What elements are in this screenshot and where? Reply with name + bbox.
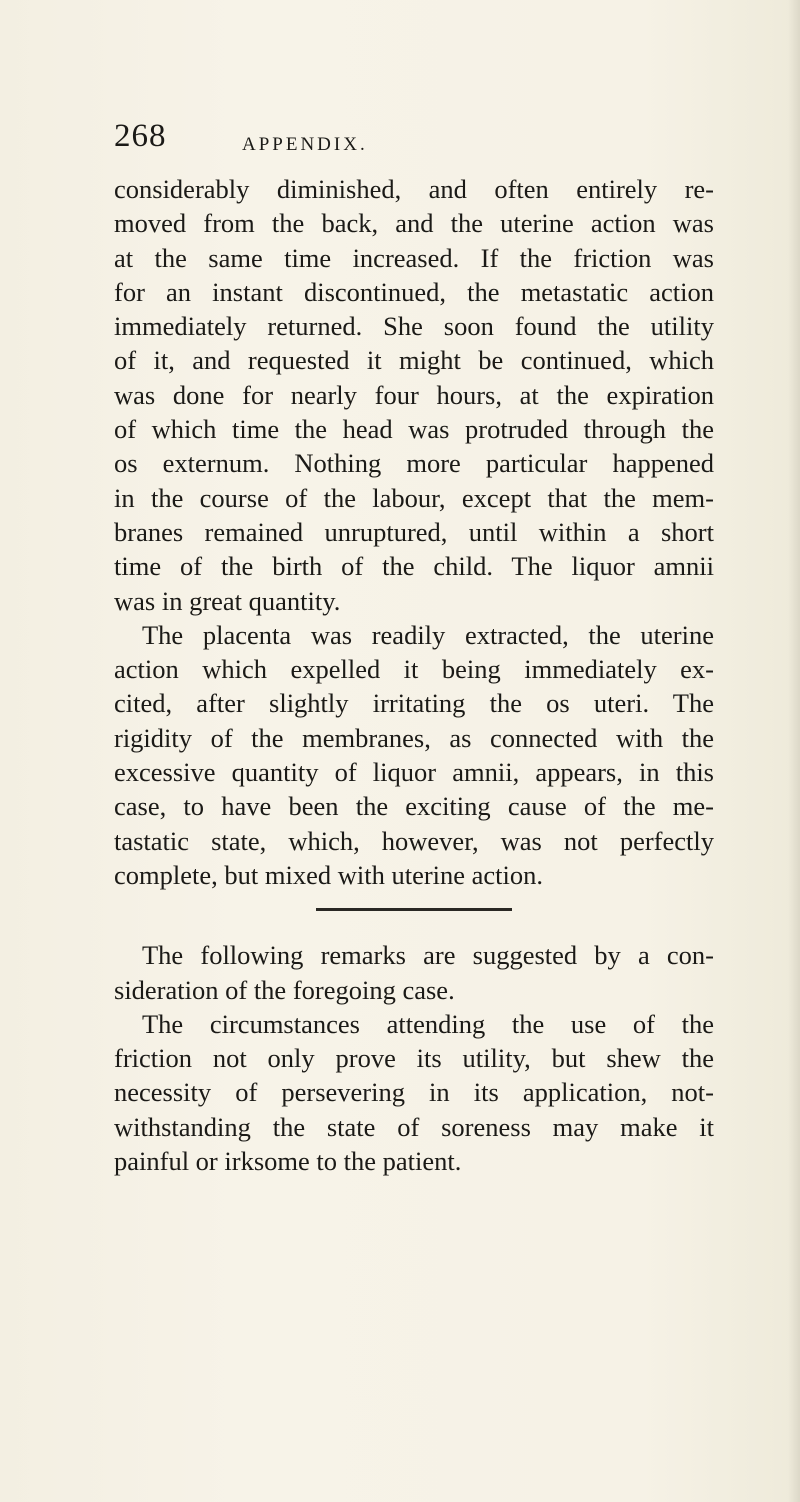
text-line: of it, and requested it might be continued, which <box>114 345 714 376</box>
text-line: The following remarks are suggested by a con- <box>142 940 714 971</box>
text-line: complete, but mixed with uterine action. <box>114 859 544 890</box>
paragraph-4 <box>114 1007 714 1178</box>
text-line: The circumstances attending the use of the <box>142 1008 714 1039</box>
text-line: at the same time increased. If the friction was <box>114 242 714 273</box>
text-line: considerably diminished, and often entirely re- <box>114 174 714 204</box>
text-line: was done for nearly four hours, at the expiration <box>114 379 714 410</box>
text-line: tastatic state, which, however, was not perfectly <box>114 825 714 856</box>
text-line: sideration of the foregoing case. <box>114 974 455 1005</box>
text-line: immediately returned. She soon found the utility <box>114 311 714 342</box>
page-edge-shadow <box>788 0 800 1502</box>
paragraph-3 <box>114 938 714 1007</box>
text-line: was in great quantity. <box>114 585 341 616</box>
text-line: excessive quantity of liquor amnii, appears, in this <box>114 757 714 788</box>
text-line: case, to have been the exciting cause of the me- <box>114 791 714 822</box>
text-line: necessity of persevering in its application, not- <box>114 1077 714 1108</box>
text-line: time of the birth of the child. The liquor amnii <box>114 551 714 582</box>
body-text <box>114 172 714 1178</box>
text-line: moved from the back, and the uterine action was <box>114 208 714 239</box>
text-line: withstanding the state of soreness may make it <box>114 1111 714 1142</box>
page-number: 268 <box>114 118 167 154</box>
text-line: The placenta was readily extracted, the uterine <box>142 619 714 650</box>
page-header <box>114 118 714 166</box>
running-head: APPENDIX. <box>242 134 368 155</box>
text-line: of which time the head was protruded through the <box>114 414 714 445</box>
text-line: painful or irksome to the patient. <box>114 1146 462 1177</box>
text-line: rigidity of the membranes, as connected with the <box>114 722 714 753</box>
paragraph-1 <box>114 172 714 618</box>
text-line: os externum. Nothing more particular happened <box>114 448 714 479</box>
text-line: action which expelled it being immediately ex- <box>114 654 714 685</box>
text-line: friction not only prove its utility, but shew the <box>114 1043 714 1074</box>
section-divider <box>114 892 714 938</box>
text-line: in the course of the labour, except that the mem- <box>114 482 714 513</box>
paragraph-2 <box>114 618 714 892</box>
text-line: cited, after slightly irritating the os uteri. The <box>114 688 714 719</box>
horizontal-rule <box>316 908 512 911</box>
text-line: for an instant discontinued, the metastatic action <box>114 276 714 307</box>
text-line: branes remained unruptured, until within a short <box>114 516 714 547</box>
